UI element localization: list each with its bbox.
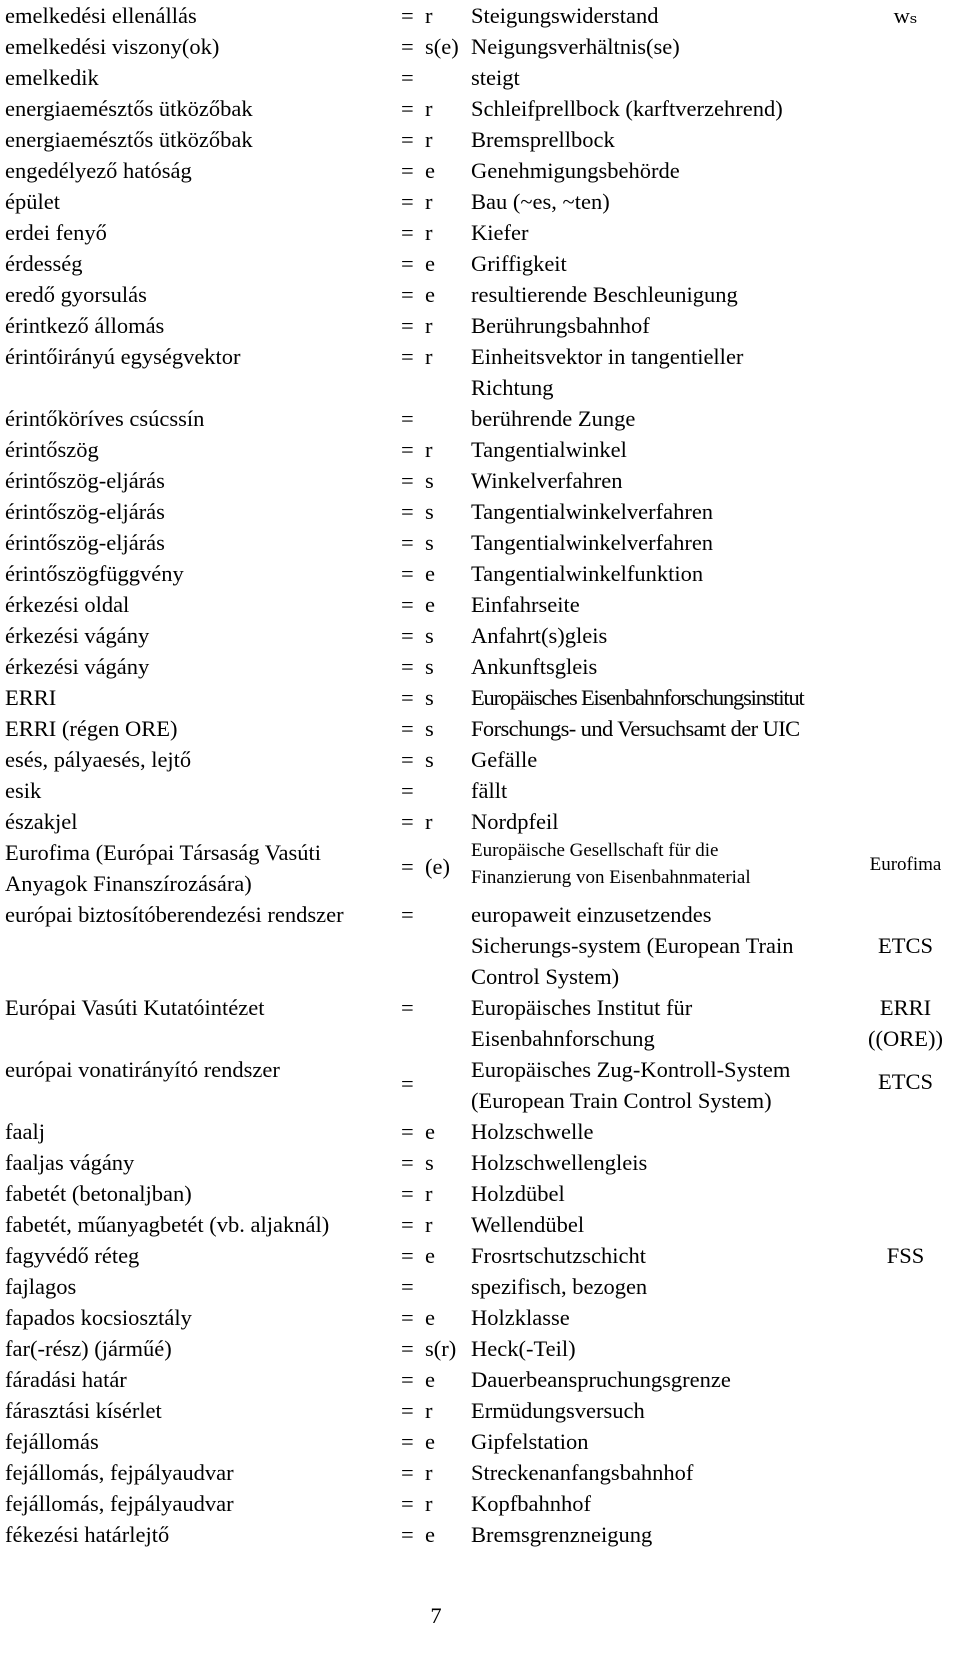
equals-sign: =	[401, 716, 414, 741]
equals-sign: =	[401, 685, 414, 710]
equals-sign: =	[401, 1243, 414, 1268]
gender-marker: s	[425, 468, 434, 493]
german-term: Berührungsbahnhof	[471, 313, 650, 338]
glossary-entry	[5, 186, 955, 217]
hungarian-term: fapados kocsiosztály	[5, 1305, 192, 1330]
glossary-entry	[5, 806, 955, 837]
glossary-entry	[5, 1178, 955, 1209]
glossary-entry	[5, 1271, 955, 1302]
glossary-entry	[5, 527, 955, 558]
hungarian-term: faalj	[5, 1119, 45, 1144]
glossary-entry	[5, 279, 955, 310]
german-term: Nordpfeil	[471, 809, 559, 834]
gender-marker: e	[425, 1305, 435, 1330]
equals-sign: =	[401, 1491, 414, 1516]
gender-marker: e	[425, 1243, 435, 1268]
glossary-entry	[5, 217, 955, 248]
hungarian-term: erdei fenyő	[5, 220, 107, 245]
equals-sign: =	[401, 530, 414, 555]
equals-sign: =	[401, 1336, 414, 1361]
glossary-entry	[5, 744, 955, 775]
german-term: Wellendübel	[471, 1212, 585, 1237]
gender-marker: s	[425, 716, 434, 741]
glossary-entry	[5, 589, 955, 620]
equals-sign: =	[401, 1367, 414, 1392]
glossary-entry	[5, 1426, 955, 1457]
glossary-entry	[5, 1302, 955, 1333]
gender-marker: s(e)	[425, 34, 459, 59]
hungarian-term: emelkedési ellenállás	[5, 3, 197, 28]
german-term: Tangentialwinkelverfahren	[471, 530, 714, 555]
german-term: Dauerbeanspruchungsgrenze	[471, 1367, 731, 1392]
equals-sign: =	[401, 902, 414, 927]
hungarian-term: érintkező állomás	[5, 313, 165, 338]
german-term: Anfahrt(s)gleis	[471, 623, 608, 648]
glossary-entry	[5, 1147, 955, 1178]
german-term: Kiefer	[471, 220, 529, 245]
equals-sign: =	[401, 127, 414, 152]
gender-marker: s	[425, 654, 434, 679]
hungarian-term: ERRI	[5, 685, 57, 710]
glossary-entry	[5, 1116, 955, 1147]
equals-sign: =	[401, 313, 414, 338]
gender-marker	[425, 1054, 471, 1068]
german-term: Streckenanfangsbahnhof	[471, 1460, 694, 1485]
hungarian-term: fabetét, műanyagbetét (vb. aljaknál)	[5, 1212, 330, 1237]
glossary-entry	[5, 682, 955, 713]
hungarian-term: érintőszög	[5, 437, 99, 462]
hungarian-term: far(-rész) (járműé)	[5, 1336, 172, 1361]
equals-sign: =	[401, 747, 414, 772]
hungarian-term: emelkedik	[5, 65, 99, 90]
german-term: Winkelverfahren	[471, 468, 623, 493]
abbreviation: ERRI ((ORE))	[868, 995, 943, 1051]
equals-sign: =	[401, 1071, 414, 1096]
abbreviation: FSS	[886, 1243, 925, 1268]
german-term: Einfahrseite	[471, 592, 580, 617]
gender-marker: r	[425, 1181, 433, 1206]
gender-marker: s	[425, 499, 434, 524]
hungarian-term: érintőszög-eljárás	[5, 499, 165, 524]
hungarian-term: fejállomás	[5, 1429, 99, 1454]
gender-marker: r	[425, 1212, 433, 1237]
hungarian-term: érkezési vágány	[5, 654, 150, 679]
german-term: europaweit einzusetzendes Sicherungs-system (European Train Control System)	[471, 902, 794, 989]
equals-sign: =	[401, 623, 414, 648]
glossary-entry	[5, 31, 955, 62]
hungarian-term: fáradási határ	[5, 1367, 127, 1392]
glossary-entry	[5, 620, 955, 651]
equals-sign: =	[401, 220, 414, 245]
equals-sign: =	[401, 1150, 414, 1175]
equals-sign: =	[401, 406, 414, 431]
equals-sign: =	[401, 1429, 414, 1454]
equals-sign: =	[401, 3, 414, 28]
glossary-entry	[5, 403, 955, 434]
abbreviation: ETCS	[877, 1069, 933, 1094]
abbreviation: wₛ	[893, 3, 918, 28]
hungarian-term: fejállomás, fejpályaudvar	[5, 1460, 234, 1485]
abbreviation: Eurofima	[869, 854, 942, 875]
gender-marker: r	[425, 189, 433, 214]
glossary-entry	[5, 837, 955, 899]
hungarian-term: érintőirányú egységvektor	[5, 344, 241, 369]
hungarian-term: engedélyező hatóság	[5, 158, 192, 183]
german-term: Ankunftsgleis	[471, 654, 598, 679]
glossary-entry	[5, 1488, 955, 1519]
german-term: Gefälle	[471, 747, 538, 772]
equals-sign: =	[401, 1274, 414, 1299]
glossary-entry	[5, 1333, 955, 1364]
glossary-entry	[5, 496, 955, 527]
equals-sign: =	[401, 1398, 414, 1423]
german-term: Bremsgrenzneigung	[471, 1522, 653, 1547]
equals-sign: =	[401, 654, 414, 679]
hungarian-term: északjel	[5, 809, 78, 834]
gender-marker: r	[425, 1460, 433, 1485]
german-term: Bau (~es, ~ten)	[471, 189, 610, 214]
gender-marker: e	[425, 282, 435, 307]
german-term: fällt	[471, 778, 508, 803]
glossary-entry	[5, 899, 955, 992]
gender-marker: s	[425, 530, 434, 555]
gender-marker: s(r)	[425, 1336, 457, 1361]
glossary-entry	[5, 1519, 955, 1550]
hungarian-term: esik	[5, 778, 42, 803]
gender-marker: s	[425, 747, 434, 772]
german-term: spezifisch, bezogen	[471, 1274, 648, 1299]
hungarian-term: Eurofima (Európai Társaság Vasúti Anyagok Finanszírozására)	[5, 840, 321, 896]
gender-marker: e	[425, 1367, 435, 1392]
hungarian-term: emelkedési viszony(ok)	[5, 34, 220, 59]
gender-marker: e	[425, 158, 435, 183]
equals-sign: =	[401, 1119, 414, 1144]
glossary-entry	[5, 248, 955, 279]
hungarian-term: Európai Vasúti Kutatóintézet	[5, 995, 265, 1020]
glossary-entry	[5, 62, 955, 93]
glossary-entry	[5, 0, 955, 31]
german-term: Gipfelstation	[471, 1429, 589, 1454]
page-number: 7	[430, 1603, 442, 1628]
hungarian-term: energiaemésztős ütközőbak	[5, 96, 253, 121]
hungarian-term: érintőszög-eljárás	[5, 530, 165, 555]
gender-marker: r	[425, 809, 433, 834]
glossary-entry	[5, 434, 955, 465]
german-term: steigt	[471, 65, 520, 90]
glossary-entry	[5, 465, 955, 496]
gender-marker: e	[425, 1119, 435, 1144]
gender-marker: e	[425, 251, 435, 276]
equals-sign: =	[401, 854, 414, 879]
german-term: Frosrtschutzschicht	[471, 1243, 646, 1268]
equals-sign: =	[401, 995, 414, 1020]
hungarian-term: európai biztosítóberendezési rendszer	[5, 902, 344, 927]
gender-marker: s	[425, 623, 434, 648]
glossary-entry	[5, 992, 955, 1054]
glossary-entry	[5, 713, 955, 744]
hungarian-term: fejállomás, fejpályaudvar	[5, 1491, 234, 1516]
glossary-entry	[5, 93, 955, 124]
equals-sign: =	[401, 1522, 414, 1547]
equals-sign: =	[401, 1305, 414, 1330]
german-term: Ermüdungsversuch	[471, 1398, 645, 1423]
equals-sign: =	[401, 1212, 414, 1237]
german-term: Einheitsvektor in tangentieller Richtung	[471, 344, 744, 400]
abbreviation: ETCS	[877, 933, 933, 958]
german-term: Europäische Gesellschaft für die Finanzierung von Eisenbahnmaterial	[471, 840, 751, 888]
gender-marker: r	[425, 96, 433, 121]
glossary-entry	[5, 1054, 955, 1116]
glossary-entry	[5, 155, 955, 186]
equals-sign: =	[401, 251, 414, 276]
hungarian-term: esés, pályaesés, lejtő	[5, 747, 192, 772]
equals-sign: =	[401, 189, 414, 214]
german-term: Schleifprellbock (karftverzehrend)	[471, 96, 783, 121]
german-term: Kopfbahnhof	[471, 1491, 591, 1516]
gender-marker: e	[425, 592, 435, 617]
german-term: Holzdübel	[471, 1181, 565, 1206]
hungarian-term: érintőköríves csúcssín	[5, 406, 205, 431]
gender-marker: s	[425, 1150, 434, 1175]
german-term: Europäisches Zug-Kontroll-System (European Train Control System)	[471, 1057, 791, 1113]
gender-marker: r	[425, 437, 433, 462]
hungarian-term: faaljas vágány	[5, 1150, 135, 1175]
glossary-entry	[5, 124, 955, 155]
hungarian-term: fagyvédő réteg	[5, 1243, 140, 1268]
glossary-entry	[5, 1395, 955, 1426]
hungarian-term: európai vonatirányító rendszer	[5, 1057, 280, 1082]
equals-sign: =	[401, 561, 414, 586]
hungarian-term: érkezési oldal	[5, 592, 130, 617]
equals-sign: =	[401, 158, 414, 183]
gender-marker: e	[425, 1522, 435, 1547]
german-term: Holzschwellengleis	[471, 1150, 648, 1175]
equals-sign: =	[401, 468, 414, 493]
hungarian-term: ERRI (régen ORE)	[5, 716, 178, 741]
german-term: Steigungswiderstand	[471, 3, 659, 28]
hungarian-term: fajlagos	[5, 1274, 77, 1299]
equals-sign: =	[401, 96, 414, 121]
german-term: Europäisches Eisenbahnforschungsinstitut	[471, 685, 804, 710]
german-term: Tangentialwinkel	[471, 437, 627, 462]
german-term: Tangentialwinkelverfahren	[471, 499, 714, 524]
glossary-entry	[5, 1240, 955, 1271]
gender-marker: e	[425, 1429, 435, 1454]
equals-sign: =	[401, 1460, 414, 1485]
gender-marker: r	[425, 127, 433, 152]
hungarian-term: energiaemésztős ütközőbak	[5, 127, 253, 152]
gender-marker: e	[425, 561, 435, 586]
hungarian-term: fabetét (betonaljban)	[5, 1181, 192, 1206]
glossary-entry	[5, 341, 955, 403]
german-term: Forschungs- und Versuchsamt der UIC	[471, 716, 800, 741]
german-term: Genehmigungsbehörde	[471, 158, 680, 183]
equals-sign: =	[401, 282, 414, 307]
hungarian-term: érkezési vágány	[5, 623, 150, 648]
gender-marker: s	[425, 685, 434, 710]
hungarian-term: érintőszögfüggvény	[5, 561, 184, 586]
german-term: resultierende Beschleunigung	[471, 282, 738, 307]
hungarian-term: érintőszög-eljárás	[5, 468, 165, 493]
gender-marker: r	[425, 220, 433, 245]
equals-sign: =	[401, 437, 414, 462]
german-term: Tangentialwinkelfunktion	[471, 561, 704, 586]
gender-marker: (e)	[425, 854, 450, 879]
german-term: Holzklasse	[471, 1305, 570, 1330]
glossary-entry	[5, 558, 955, 589]
equals-sign: =	[401, 65, 414, 90]
glossary-entry	[5, 651, 955, 682]
glossary-entry	[5, 1364, 955, 1395]
equals-sign: =	[401, 34, 414, 59]
hungarian-term: eredő gyorsulás	[5, 282, 147, 307]
equals-sign: =	[401, 592, 414, 617]
glossary-entry	[5, 310, 955, 341]
equals-sign: =	[401, 344, 414, 369]
gender-marker: r	[425, 3, 433, 28]
german-term: Europäisches Institut für Eisenbahnforschung	[471, 995, 693, 1051]
equals-sign: =	[401, 809, 414, 834]
gender-marker: r	[425, 1491, 433, 1516]
equals-sign: =	[401, 778, 414, 803]
german-term: Neigungsverhältnis(se)	[471, 34, 680, 59]
glossary-entry	[5, 1209, 955, 1240]
hungarian-term: fékezési határlejtő	[5, 1522, 170, 1547]
equals-sign: =	[401, 1181, 414, 1206]
glossary-entry	[5, 775, 955, 806]
gender-marker: r	[425, 313, 433, 338]
hungarian-term: épület	[5, 189, 60, 214]
hungarian-term: érdesség	[5, 251, 83, 276]
german-term: Griffigkeit	[471, 251, 567, 276]
glossary-list	[5, 0, 955, 1550]
german-term: Heck(-Teil)	[471, 1336, 576, 1361]
gender-marker: r	[425, 1398, 433, 1423]
german-term: Bremsprellbock	[471, 127, 615, 152]
german-term: Holzschwelle	[471, 1119, 594, 1144]
equals-sign: =	[401, 499, 414, 524]
hungarian-term: fárasztási kísérlet	[5, 1398, 162, 1423]
gender-marker: r	[425, 344, 433, 369]
german-term: berührende Zunge	[471, 406, 636, 431]
glossary-entry	[5, 1457, 955, 1488]
